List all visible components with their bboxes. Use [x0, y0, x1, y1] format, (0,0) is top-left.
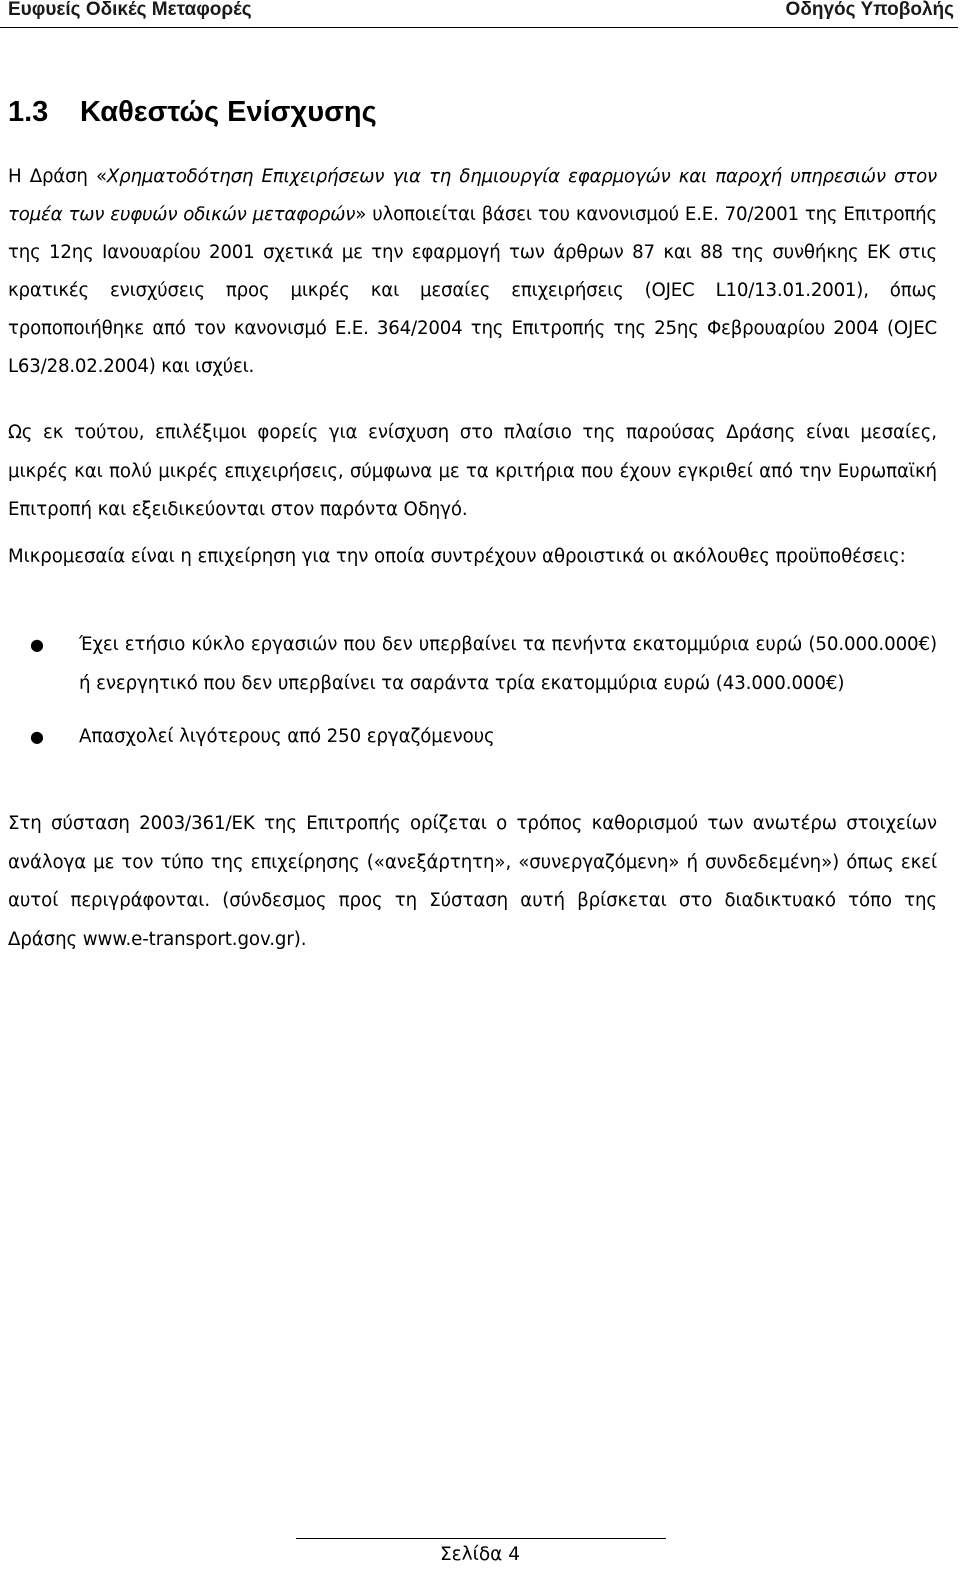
paragraph-recommendation: Στη σύσταση 2003/361/ΕΚ της Επιτροπής ορίζεται ο τρόπος καθορισμού των ανωτέρω στοιχείων ανάλογα με τον τύπο της επιχείρησης («ανεξάρτητη», «συνεργαζόμενη» ή συνδεδεμένη») όπως εκεί αυτοί περιγράφονται. (σύνδεσμος προς τη Σύσταση αυτή βρίσκεται στο διαδικτυακό τόπο της Δράσης www.e-transport.gov.gr).: [8, 813, 937, 950]
paragraph-eligible-bodies: Ως εκ τούτου, επιλέξιμοι φορείς για ενίσχυση στο πλαίσιο της παρούσας Δράσης είναι μεσαίες, μικρές και πολύ μικρές επιχειρήσεις, σύμφωνα με τα κριτήρια που έχουν εγκριθεί από την Ευρωπαϊκή Επιτροπή και εξειδικεύονται στον παρόντα Οδηγό.: [8, 422, 937, 520]
action-name-italic: Χρηματοδότηση Επιχειρήσεων για τη δημιουργία εφαρμογών και παροχή υπηρεσιών στον τομέα των ευφυών οδικών μεταφορών: [8, 166, 937, 225]
paragraph-legal-basis: [8, 158, 937, 386]
section-number: 1.3: [8, 96, 49, 128]
recommendation-block: [8, 805, 937, 959]
paragraph-sme-definition: Μικρομεσαία είναι η επιχείρηση για την οποία συντρέχουν αθροιστικά οι ακόλουθες προϋποθέσεις:: [8, 546, 906, 567]
bullet-icon: ●: [30, 727, 44, 746]
sme-definition-block: [8, 538, 937, 577]
bullet-icon: ●: [30, 635, 44, 654]
list-item: [8, 626, 937, 703]
list-item-text: Έχει ετήσιο κύκλο εργασιών που δεν υπερβαίνει τα πενήντα εκατομμύρια ευρώ (50.000.000€) ή ενεργητικό που δεν υπερβαίνει τα σαράντα τρία εκατομμύρια ευρώ (43.000.000€): [79, 634, 937, 694]
list-item-text: Απασχολεί λιγότερους από 250 εργαζόμενους: [79, 726, 495, 747]
intro-block: [8, 158, 937, 386]
paragraph-rest-text: » υλοποιείται βάσει του κανονισμού Ε.Ε. 70/2001 της Επιτροπής της 12ης Ιανουαρίου 2001 σχετικά με την εφαρμογή των άρθρων 87 και 88 της συνθήκης ΕΚ στις κρατικές ενισχύσεις προς μικρές και μεσαίες επιχειρήσεις (OJEC L10/13.01.2001), όπως τροποποιήθηκε από τον κανονισμό Ε.Ε. 364/2004 της Επιτροπής της 25ης Φεβρουαρίου 2004 (OJEC L63/28.02.2004) και ισχύει.: [8, 204, 937, 377]
header-document-title: Ευφυείς Οδικές Μεταφορές: [8, 0, 252, 20]
header-guide-title: Οδηγός Υποβολής: [785, 0, 954, 20]
conditions-list-block: [8, 626, 937, 757]
paragraph-lead-text: Η Δράση «: [8, 166, 107, 187]
section-heading: [8, 96, 377, 129]
eligibility-block: [8, 414, 937, 530]
footer-divider: [296, 1538, 666, 1539]
conditions-list: [8, 626, 937, 757]
page-header: [0, 0, 958, 28]
page-number: Σελίδα 4: [439, 1544, 521, 1565]
list-item: [8, 718, 937, 757]
section-title-text: Καθεστώς Ενίσχυσης: [80, 96, 377, 128]
